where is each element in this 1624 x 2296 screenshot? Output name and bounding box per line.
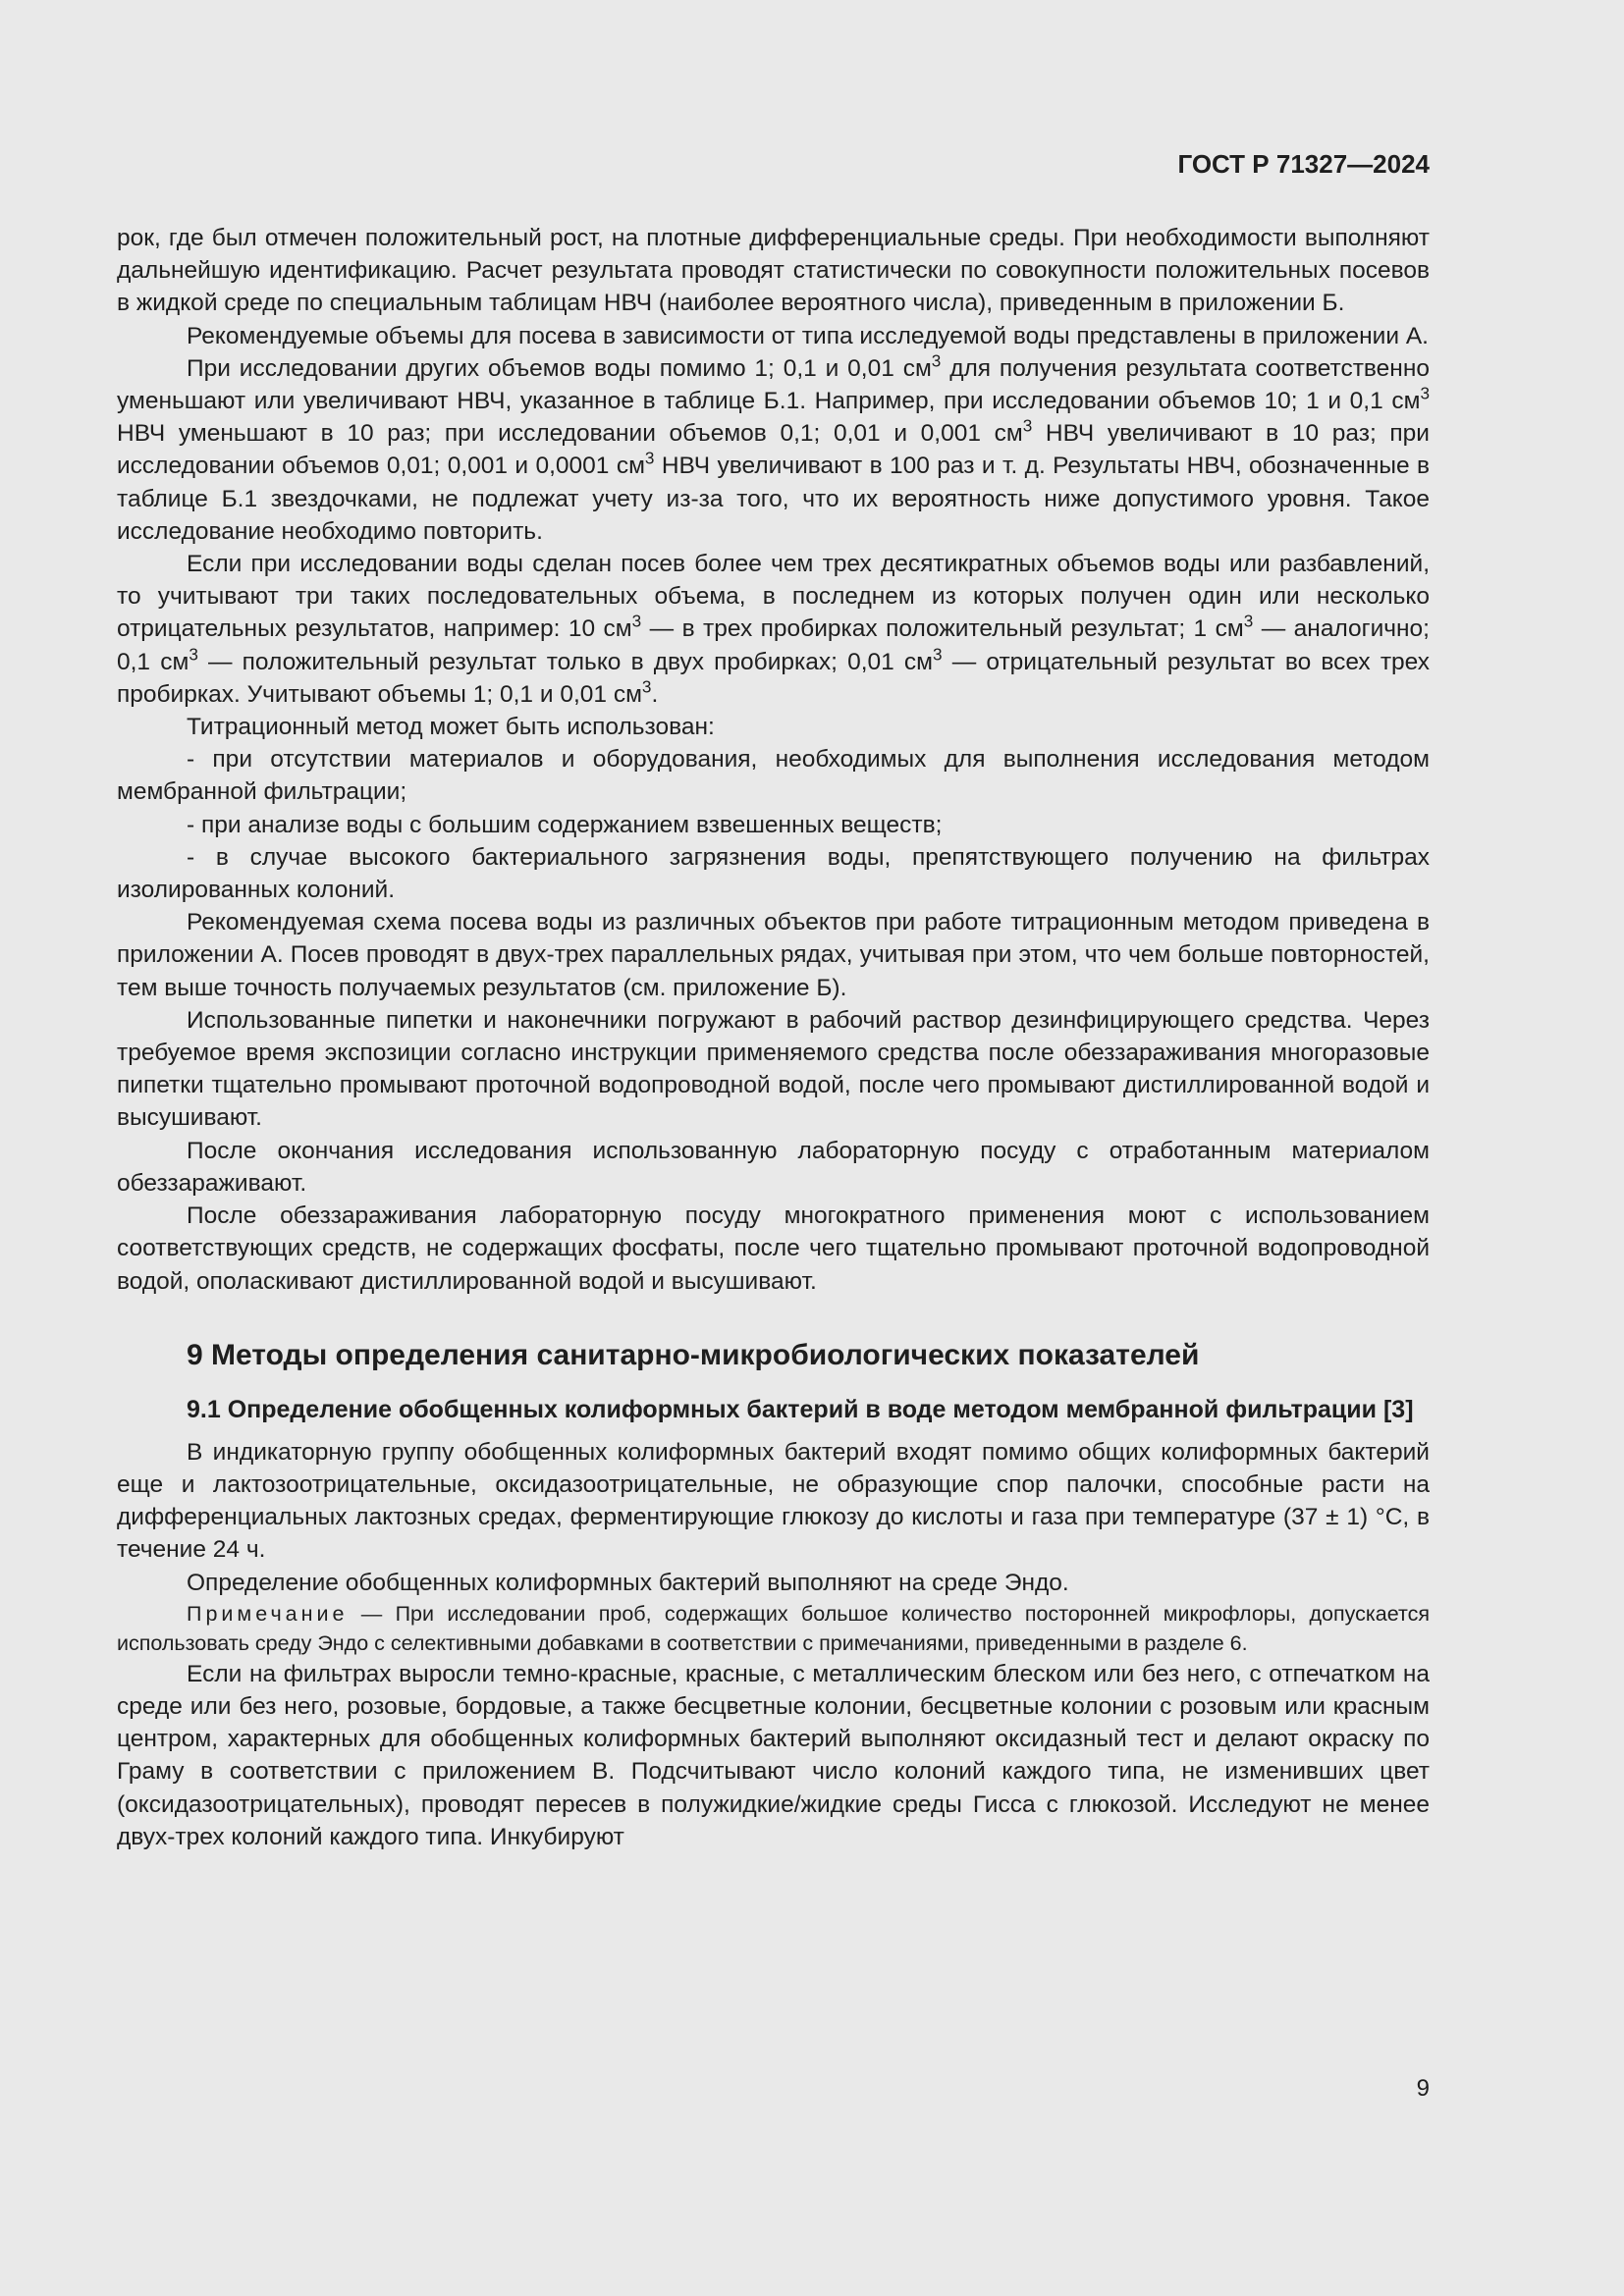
paragraph: Титрационный метод может быть использован: (187, 714, 715, 741)
text-run: — аналогично; 0,1 см (117, 615, 1430, 675)
paragraph-dilutions (117, 548, 1430, 711)
list-item: - в случае высокого бактериального загрязнения воды, препятствующего получению на фильтрах изолированных колоний. (117, 843, 1430, 904)
paragraph: После окончания исследования использованную лабораторную посуду с отработанным материалом обеззараживают. (117, 1137, 1430, 1197)
superscript: 3 (1243, 612, 1254, 632)
paragraph: Рекомендуемая схема посева воды из различных объектов при работе титрационным методом приведена в приложении А. Посев проводят в двух-трех параллельных рядах, учитывая при этом, что чем больше повторностей, тем выше точность получаемых результатов (см. приложение Б). (117, 909, 1430, 1001)
paragraph: рок, где был отмечен положительный рост, на плотные дифференциальные среды. При необходимости выполняют дальнейшую идентификацию. Расчет результата проводят статистически по совокупности положительных посевов в жидкой среде по специальным таблицам НВЧ (наиболее вероятного числа), приведенным в приложении Б. (117, 225, 1430, 317)
note (117, 1599, 1430, 1658)
superscript: 3 (1420, 383, 1430, 403)
text-run: НВЧ уменьшают в 10 раз; при исследовании объемов 0,1; 0,01 и 0,001 см (117, 420, 1023, 448)
section-heading: 9 Методы определения санитарно-микробиологических показателей (187, 1338, 1200, 1371)
document-body (117, 222, 1430, 1853)
paragraph: Определение обобщенных колиформных бактерий выполняют на среде Эндо. (187, 1569, 1069, 1596)
superscript: 3 (189, 644, 198, 665)
paragraph: Если на фильтрах выросли темно-красные, красные, с металлическим блеском или без него, с отпечатком на среде или без него, розовые, бордовые, а также бесцветные колонии, бесцветные колонии с розовым или красным центром, характерных для обобщенных колиформных бактерий выполняют оксидазный тест и делают окраску по Граму в соответствии с приложением В. Подсчитывают число колоний каждого типа, не изменивших цвет (оксидазоотрицательных), проводят пересев в полужидкие/жидкие среды Гисса с глюкозой. Исследуют не менее двух-трех колоний каждого типа. Инкубируют (117, 1660, 1430, 1850)
text-run: — положительный результат только в двух пробирках; 0,01 см (197, 648, 934, 675)
superscript: 3 (1022, 415, 1033, 436)
list-item: - при анализе воды с большим содержанием взвешенных веществ; (187, 811, 943, 838)
text-run: для получения результата соответственно уменьшают или увеличивают НВЧ, указанное в таблице Б.1. Например, при исследовании объемов 10; 1 и 0,1 см (117, 354, 1430, 415)
paragraph: Рекомендуемые объемы для посева в зависимости от типа исследуемой воды представлены в приложении А. (187, 322, 1429, 349)
text-run: НВЧ увеличивают в 10 раз; при исследовании объемов 0,01; 0,001 и 0,0001 см (117, 420, 1430, 480)
superscript: 3 (631, 612, 642, 632)
text-run: — в трех пробирках положительный результат; 1 см (641, 615, 1244, 643)
paragraph: После обеззараживания лабораторную посуду многократного применения моют с использованием соответствующих средств, не содержащих фосфаты, после чего тщательно промывают проточной водопроводной водой, ополаскивают дистиллированной водой и высушивают. (117, 1202, 1430, 1295)
text-run: . (651, 680, 659, 708)
paragraph-volumes (117, 352, 1430, 548)
standard-designation: ГОСТ Р 71327—2024 (1177, 149, 1430, 179)
superscript: 3 (644, 449, 655, 468)
superscript: 3 (933, 644, 943, 665)
text-run: — отрицательный результат во всех трех пробирках. Учитывают объемы 1; 0,1 и 0,01 см (117, 648, 1430, 708)
superscript: 3 (641, 676, 652, 697)
text-run: Если при исследовании воды сделан посев более чем трех десятикратных объемов воды или разбавлений, то учитывают три таких последовательных объема, в последнем из которых получен один или несколько отрицательных результатов, например: 10 см (117, 551, 1430, 643)
subsection-heading: 9.1 Определение обобщенных колиформных бактерий в воде методом мембранной фильтрации [3] (187, 1395, 1414, 1423)
page-number: 9 (1416, 2075, 1430, 2102)
paragraph: В индикаторную группу обобщенных колиформных бактерий входят помимо общих колиформных бактерий еще и лактозоотрицательные, оксидазоотрицательные, не образующие спор палочки, способные расти на дифференциальных лактозных средах, ферментирующие глюкозу до кислоты и газа при температуре (37 ± 1) °С, в течение 24 ч. (117, 1438, 1430, 1564)
text-run: НВЧ увеличивают в 100 раз и т. д. Результаты НВЧ, обозначенные в таблице Б.1 звездочками, не подлежат учету из-за того, что их вероятность ниже допустимого уровня. Такое исследование необходимо повторить. (117, 453, 1431, 545)
superscript: 3 (931, 350, 942, 371)
list-item: - при отсутствии материалов и оборудования, необходимых для выполнения исследования методом мембранной фильтрации; (117, 746, 1430, 806)
paragraph: Использованные пипетки и наконечники погружают в рабочий раствор дезинфицирующего средства. Через требуемое время экспозиции согласно инструкции применяемого средства после обеззараживания многоразовые пипетки тщательно промывают проточной водопроводной водой, после чего промывают дистиллированной водой и высушивают. (117, 1006, 1430, 1132)
note-label: Примечание (187, 1601, 349, 1626)
note-text: — При исследовании проб, содержащих большое количество посторонней микрофлоры, допускается использовать среду Эндо с селективными добавками в соответствии с примечаниями, приведенными в разделе 6. (117, 1601, 1430, 1655)
text-run: При исследовании других объемов воды помимо 1; 0,1 и 0,01 см (187, 354, 932, 382)
